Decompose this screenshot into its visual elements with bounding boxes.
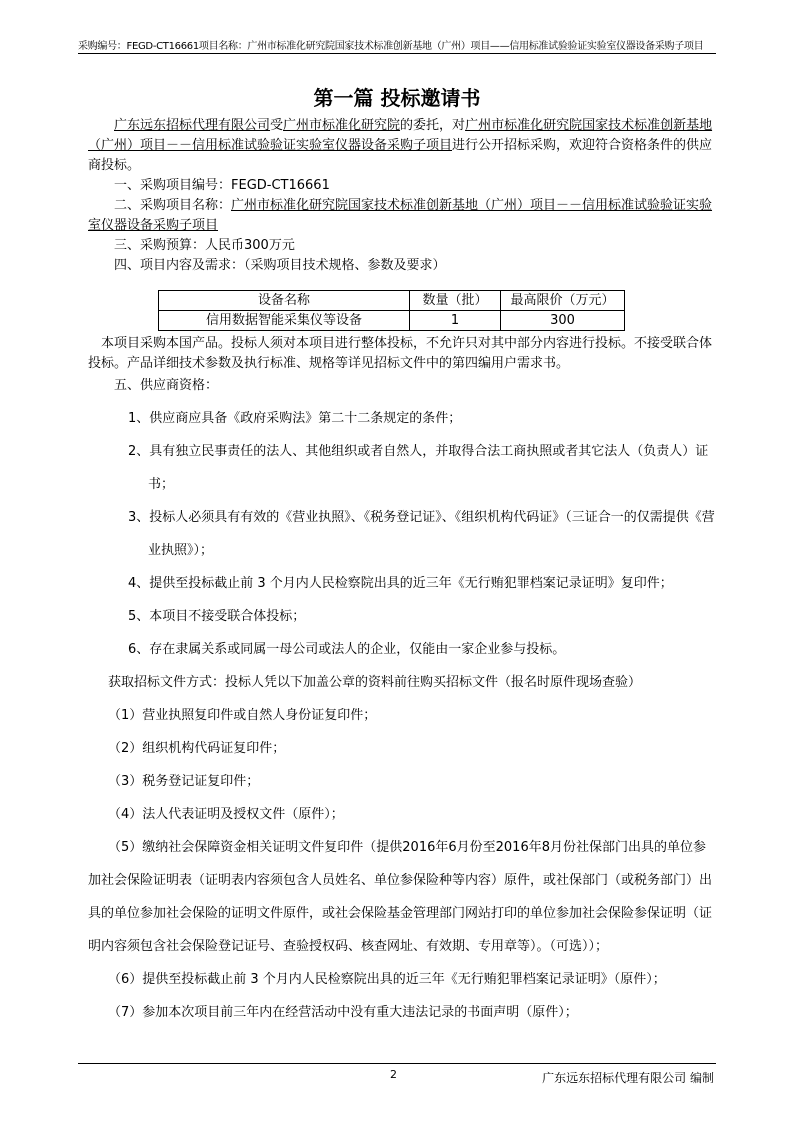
document-item: （5）缴纳社会保障资金相关证明文件复印件（提供2016年6月份至2016年8月份社保部门出具的单位参加社会保险证明表（证明表内容须包含人员姓名、单位参保险种等内容）原件，或社保部门（或税务部门）出具的单位参加社会保险的证明文件原件，或社会保险基金管理部门网站打印的单位参加社会保险参保证明（证明内容须包含社会保险登记证号、查验授权码、核查网址、有效期、专用章等）。（可选））； bbox=[88, 840, 713, 954]
document-item: （3）税务登记证复印件； bbox=[108, 774, 260, 789]
item-project-number: 一、采购项目编号：FEGD-CT16661 bbox=[114, 178, 330, 193]
qualification-item: 3、投标人必须具有有效的《营业执照》、《税务登记证》、《组织机构代码证》（三证合一的仅需提供《营业执照》）； bbox=[128, 510, 715, 558]
document-item: （6）提供至投标截止前 3 个月内人民检察院出具的近三年《无行贿犯罪档案记录证明》（原件）； bbox=[108, 972, 666, 987]
qualification-item: 6、存在隶属关系或同属一母公司或法人的企业，仅能由一家企业参与投标。 bbox=[128, 642, 566, 657]
table-header-cell: 最高限价（万元） bbox=[501, 291, 625, 311]
item-project-name-prefix: 二、采购项目名称： bbox=[114, 198, 232, 213]
agent-name: 广东远东招标代理有限公司 bbox=[114, 118, 271, 133]
table-cell: 300 bbox=[501, 311, 625, 331]
table-row bbox=[159, 311, 625, 331]
footer-organization: 广东远东招标代理有限公司 编制 bbox=[542, 1071, 714, 1085]
document-body bbox=[88, 116, 718, 1029]
item-requirements: 四、项目内容及需求：（采购项目技术规格、参数及要求） bbox=[114, 258, 446, 273]
project-name: 广州市标准化研究院国家技术标准创新基地（广州）项目－－信用标准试验验证实验室仪器设备采购子项目 bbox=[88, 118, 713, 153]
page-title: 第一篇 投标邀请书 bbox=[313, 86, 481, 110]
intro-paragraph bbox=[88, 116, 718, 176]
document-item: （2）组织机构代码证复印件； bbox=[108, 741, 286, 756]
item-project-name-value: 广州市标准化研究院国家技术标准创新基地（广州）项目－－信用标准试验验证实验室仪器设备采购子项目 bbox=[88, 198, 713, 233]
document-item: （7）参加本次项目前三年内在经营活动中没有重大违法记录的书面声明（原件）； bbox=[108, 1005, 578, 1020]
qualification-item: 1、供应商应具备《政府采购法》第二十二条规定的条件； bbox=[128, 411, 462, 426]
client-name: 广州市标准化研究院 bbox=[283, 118, 401, 133]
note-paragraph: 本项目采购本国产品。投标人须对本项目进行整体投标，不允许只对其中部分内容进行投标。不接受联合体投标。产品详细技术参数及执行标准、规格等详见招标文件中的第四编用户需求书。 bbox=[88, 336, 713, 371]
intro-text-2: 的委托，对 bbox=[400, 118, 466, 133]
intro-text-3: 进行公开招标采购，欢迎符合资格条件的供应商投标。 bbox=[88, 138, 713, 173]
intro-text-1: 受 bbox=[270, 118, 284, 133]
procurement-table bbox=[158, 290, 625, 331]
item-qualifications: 五、供应商资格： bbox=[114, 378, 219, 393]
qualification-item: 5、本项目不接受联合体投标； bbox=[128, 609, 306, 624]
page-number: 2 bbox=[390, 1068, 397, 1081]
table-cell: 信用数据智能采集仪等设备 bbox=[159, 311, 410, 331]
qualification-item: 2、具有独立民事责任的法人、其他组织或者自然人，并取得合法工商执照或者其它法人（负责人）证书； bbox=[128, 444, 709, 492]
qualification-item: 4、提供至投标截止前 3 个月内人民检察院出具的近三年《无行贿犯罪档案记录证明》复印件； bbox=[128, 576, 673, 591]
table-header-row bbox=[159, 291, 625, 311]
footer-divider bbox=[78, 1063, 716, 1064]
table-header-cell: 数量（批） bbox=[410, 291, 501, 311]
item-project-name bbox=[88, 196, 718, 236]
document-item: （1）营业执照复印件或自然人身份证复印件； bbox=[108, 708, 377, 723]
document-item: （4）法人代表证明及授权文件（原件）； bbox=[108, 807, 344, 822]
item-budget: 三、采购预算：人民币300万元 bbox=[114, 238, 295, 253]
running-header: 采购编号：FEGD-CT16661项目名称：广州市标准化研究院国家技术标准创新基地（广州）项目——信用标准试验验证实验室仪器设备采购子项目 bbox=[78, 41, 704, 52]
table-cell: 1 bbox=[410, 311, 501, 331]
table-header-cell: 设备名称 bbox=[159, 291, 410, 311]
header-divider bbox=[78, 53, 716, 54]
obtain-documents: 获取招标文件方式：投标人凭以下加盖公章的资料前往购买招标文件（报名时原件现场查验） bbox=[108, 675, 642, 690]
